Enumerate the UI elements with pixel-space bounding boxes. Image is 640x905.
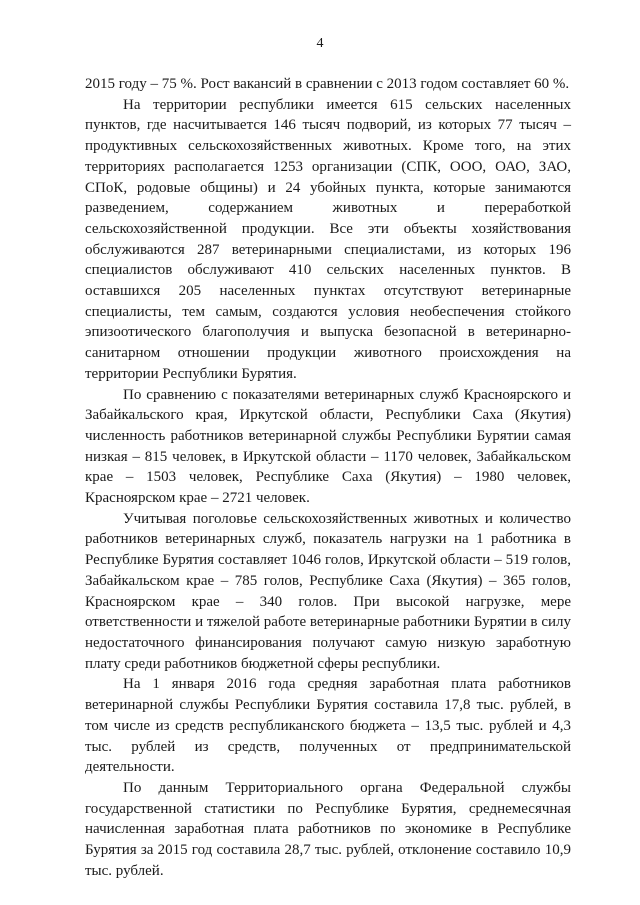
paragraph-regional-comparison: По сравнению с показателями ветеринарных служб Красноярского и Забайкальского края, Иркутской области, Республики Саха (Якутия) численность работников ветеринарной службы Республики Бурятии самая низкая – 815 человек, в Иркутской области – 1170 человек, Забайкальском крае – 1503 человек, Республике Саха (Якутия) – 1980 человек, Красноярском крае – 2721 человек.	[85, 386, 571, 507]
document-body	[85, 74, 571, 881]
paragraph-rural-settlements: На территории республики имеется 615 сельских населенных пунктов, где насчитывается 146 тысяч подворий, из которых 77 тысяч – продуктивных сельскохозяйственных животных. Кроме того, на этих территориях располагается 1253 организации (СПК, ООО, ОАО, ЗАО, СПоК, родовые общины) и 24 убойных пункта, которые занимаются разведением, содержанием животных и переработкой сельскохозяйственной продукции. Все эти объекты хозяйствования обслуживаются 287 ветеринарными специалистами, из которых 196 специалистов обслуживают 410 сельских населенных пунктов. В оставшихся 205 населенных пунктах отсутствуют ветеринарные специалисты, тем самым, создаются условия необеспечения стойкого эпизоотического благополучия и выпуска безопасной в ветеринарно-санитарном отношении продукции животного происхождения на территории Республики Бурятия.	[85, 96, 571, 382]
page-number: 4	[316, 36, 324, 51]
paragraph-salary-2016: На 1 января 2016 года средняя заработная плата работников ветеринарной службы Республики Бурятия составила 17,8 тыс. рублей, в том числе из средств республиканского бюджета – 13,5 тыс. рублей и 4,3 тыс. рублей из средств, полученных от предпринимательской деятельности.	[85, 676, 571, 776]
paragraph-workload: Учитывая поголовье сельскохозяйственных животных и количество работников ветеринарных служб, показатель нагрузки на 1 работника в Республике Бурятия составляет 1046 голов, Иркутской области – 519 голов, Забайкальском крае – 785 голов, Республике Саха (Якутия) – 365 голов, Красноярском крае – 340 голов. При высокой нагрузке, мере ответственности и тяжелой работе ветеринарные работники Бурятии в силу недостаточного финансирования получают самую низкую заработную плату среди работников бюджетной сферы республики.	[85, 510, 571, 672]
paragraph-statistics: По данным Территориального органа Федеральной службы государственной статистики по Республике Бурятия, среднемесячная начисленная заработная плата работников по экономике в Республике Бурятия за 2015 год составила 28,7 тыс. рублей, отклонение составило 10,9 тыс. рублей.	[85, 779, 571, 879]
paragraph-continuation: 2015 году – 75 %. Рост вакансий в сравнении с 2013 годом составляет 60 %.	[85, 76, 570, 92]
